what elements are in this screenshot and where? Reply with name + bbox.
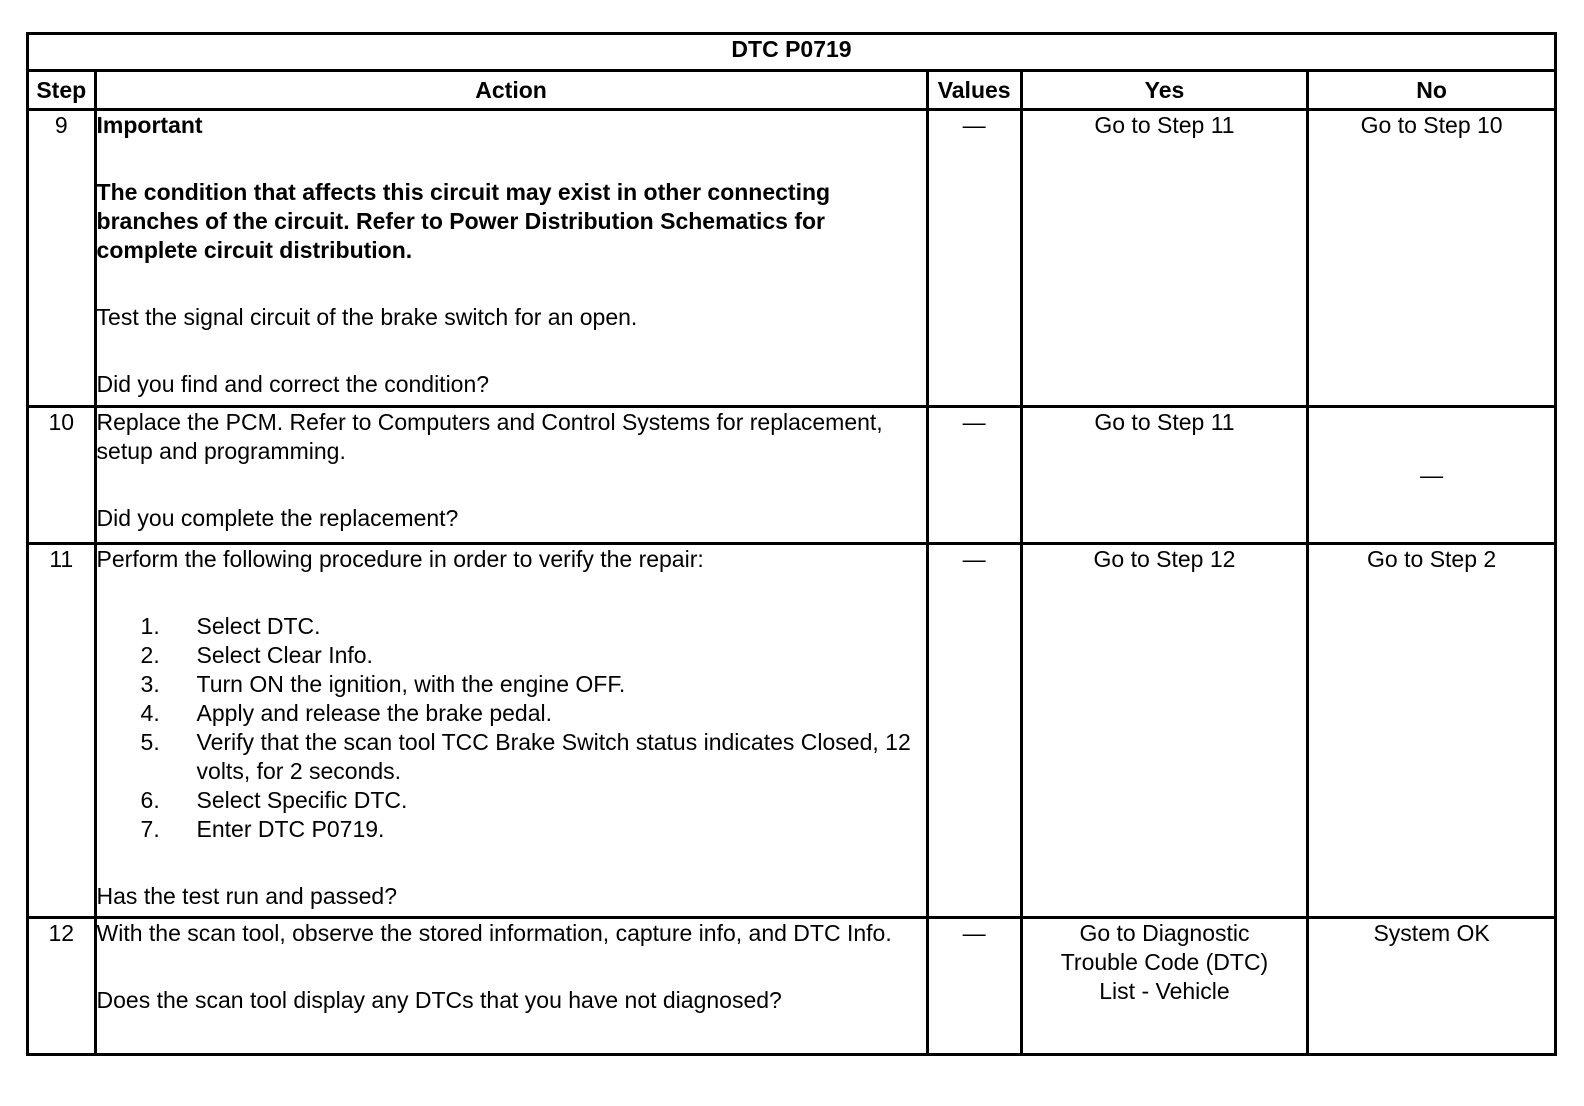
header-no: No: [1308, 71, 1556, 110]
action-cell: [95, 544, 927, 918]
no-result: System OK: [1308, 918, 1556, 1055]
action-instruction: With the scan tool, observe the stored information, capture info, and DTC Info.: [96, 920, 892, 946]
table-row-step-11: [28, 544, 1556, 918]
no-result: Go to Step 10: [1308, 110, 1556, 407]
values-cell: —: [927, 918, 1021, 1055]
no-result: —: [1308, 407, 1556, 544]
yes-result: Go to Diagnostic Trouble Code (DTC) List - Vehicle: [1021, 918, 1308, 1055]
values-cell: —: [927, 544, 1021, 918]
action-cell: [95, 918, 927, 1055]
list-item: 5. Verify that the scan tool TCC Brake Switch status indicates Closed, 12 volts, for 2 seconds.: [140, 729, 911, 784]
list-item: 4. Apply and release the brake pedal.: [140, 700, 552, 726]
action-instruction: Test the signal circuit of the brake switch for an open.: [96, 304, 638, 330]
action-question: Has the test run and passed?: [96, 883, 398, 909]
header-values: Values: [927, 71, 1021, 110]
table-title: DTC P0719: [28, 34, 1556, 71]
header-yes: Yes: [1021, 71, 1308, 110]
header-step: Step: [28, 71, 96, 110]
step-number: 9: [28, 110, 96, 407]
list-item: 7. Enter DTC P0719.: [140, 816, 385, 842]
list-item: 6. Select Specific DTC.: [140, 787, 408, 813]
action-cell: [95, 407, 927, 544]
dtc-table: [26, 32, 1557, 1056]
yes-result: Go to Step 11: [1021, 407, 1308, 544]
no-result: Go to Step 2: [1308, 544, 1556, 918]
step-number: 10: [28, 407, 96, 544]
values-cell: —: [927, 407, 1021, 544]
list-item: 2. Select Clear Info.: [140, 642, 373, 668]
action-question: Does the scan tool display any DTCs that you have not diagnosed?: [96, 987, 782, 1013]
list-item: 3. Turn ON the ignition, with the engine OFF.: [140, 671, 626, 697]
procedure-list: [97, 612, 926, 844]
step-number: 11: [28, 544, 96, 918]
table-row-step-9: [28, 110, 1556, 407]
list-item: 1. Select DTC.: [140, 613, 321, 639]
action-cell: [95, 110, 927, 407]
action-question: Did you complete the replacement?: [96, 505, 459, 531]
yes-result: Go to Step 11: [1021, 110, 1308, 407]
step-number: 12: [28, 918, 96, 1055]
important-label: Important: [96, 112, 203, 138]
table-row-step-12: [28, 918, 1556, 1055]
important-note: The condition that affects this circuit may exist in other connecting branches of the circuit. Refer to Power Distribution Schematics for complete circuit distribution.: [96, 179, 831, 263]
action-question: Did you find and correct the condition?: [96, 371, 490, 397]
table-row-step-10: [28, 407, 1556, 544]
header-action: Action: [95, 71, 927, 110]
yes-result: Go to Step 12: [1021, 544, 1308, 918]
action-instruction: Replace the PCM. Refer to Computers and Control Systems for replacement, setup and programming.: [96, 409, 883, 464]
action-instruction: Perform the following procedure in order to verify the repair:: [96, 546, 704, 572]
values-cell: —: [927, 110, 1021, 407]
